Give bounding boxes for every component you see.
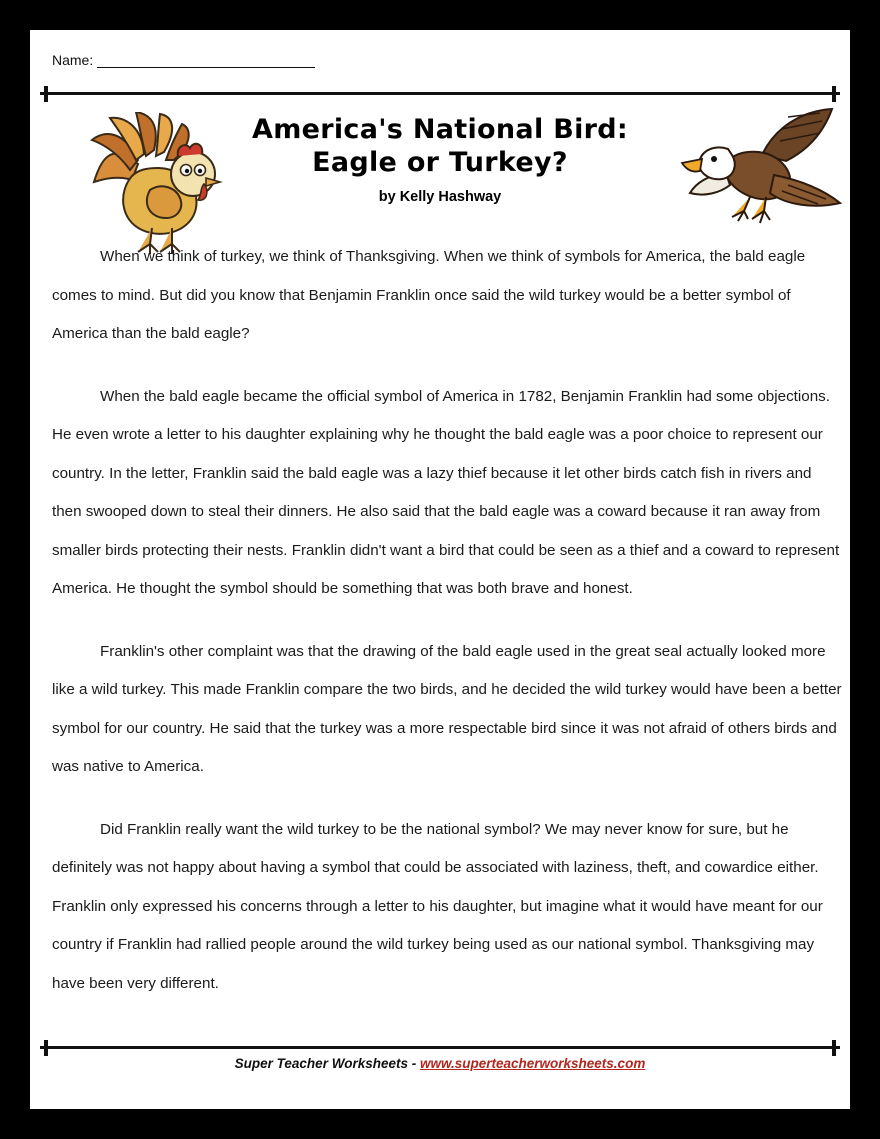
footer-tick-right [832,1040,836,1056]
worksheet-page [30,30,850,1109]
footer-website-link[interactable]: www.superteacherworksheets.com [419,1056,646,1071]
worksheet-title [210,114,670,180]
scan-border-right [850,0,880,1139]
worksheet-header [30,100,850,235]
name-label: Name: [52,52,94,68]
title-line-2: Eagle or Turkey? [312,146,568,178]
turkey-illustration [80,112,230,257]
footer-brand: Super Teacher Worksheets [234,1056,408,1071]
title-block [210,114,670,205]
author-byline: by Kelly Hashway [378,188,502,205]
bald-eagle-illustration [670,105,850,235]
title-line-1: America's National Bird: [252,114,628,145]
passage-paragraph: Franklin's other complaint was that the drawing of the bald eagle used in the great seal actually looked more like a wild turkey. This made Franklin compare the two birds, and he decided the wild turkey would have been a better symbol for our country. He said that the turkey was a more respectable bird since it was not afraid of others birds and was native to America. [52,642,842,775]
header-divider [40,92,840,95]
scan-border-bottom [0,1109,880,1139]
name-input-line[interactable] [97,54,315,68]
passage-paragraph: When the bald eagle became the official symbol of America in 1782, Benjamin Franklin had some objections. He even wrote a letter to his daughter explaining why he thought the bald eagle was a poor choice to represent our country. In the letter, Franklin said the bald eagle was a lazy thief because it let other birds catch fish in rivers and then swooped down to steal their dinners. He also said that the bald eagle was a coward because it ran away from smaller birds protecting their nests. Franklin didn't want a bird that could be seen as a thief and a coward to represent America. He thought the symbol should be something that was both brave and honest. [52,387,840,597]
passage-paragraph: When we think of turkey, we think of Thanksgiving. When we think of symbols for America, the bald eagle comes to mind. But did you know that Benjamin Franklin once said the wild turkey would be a better symbol of America than the bald eagle? [52,248,806,342]
passage-paragraph: Did Franklin really want the wild turkey to be the national symbol? We may never know for sure, but he definitely was not happy about having a symbol that could be associated with laziness, theft, and cowardice either. Franklin only expressed his concerns through a letter to his daughter, but imagine what it would have meant for our country if Franklin had rallied people around the wild turkey being used as our national symbol. Thanksgiving may have been very different. [52,820,823,992]
scan-border-left [0,0,30,1139]
scan-border-top [0,0,880,30]
footer [30,1056,850,1071]
passage-body [52,238,842,1027]
footer-tick-left [44,1040,48,1056]
footer-divider [40,1046,840,1049]
name-field-row [52,52,315,68]
footer-separator: - [407,1056,420,1071]
